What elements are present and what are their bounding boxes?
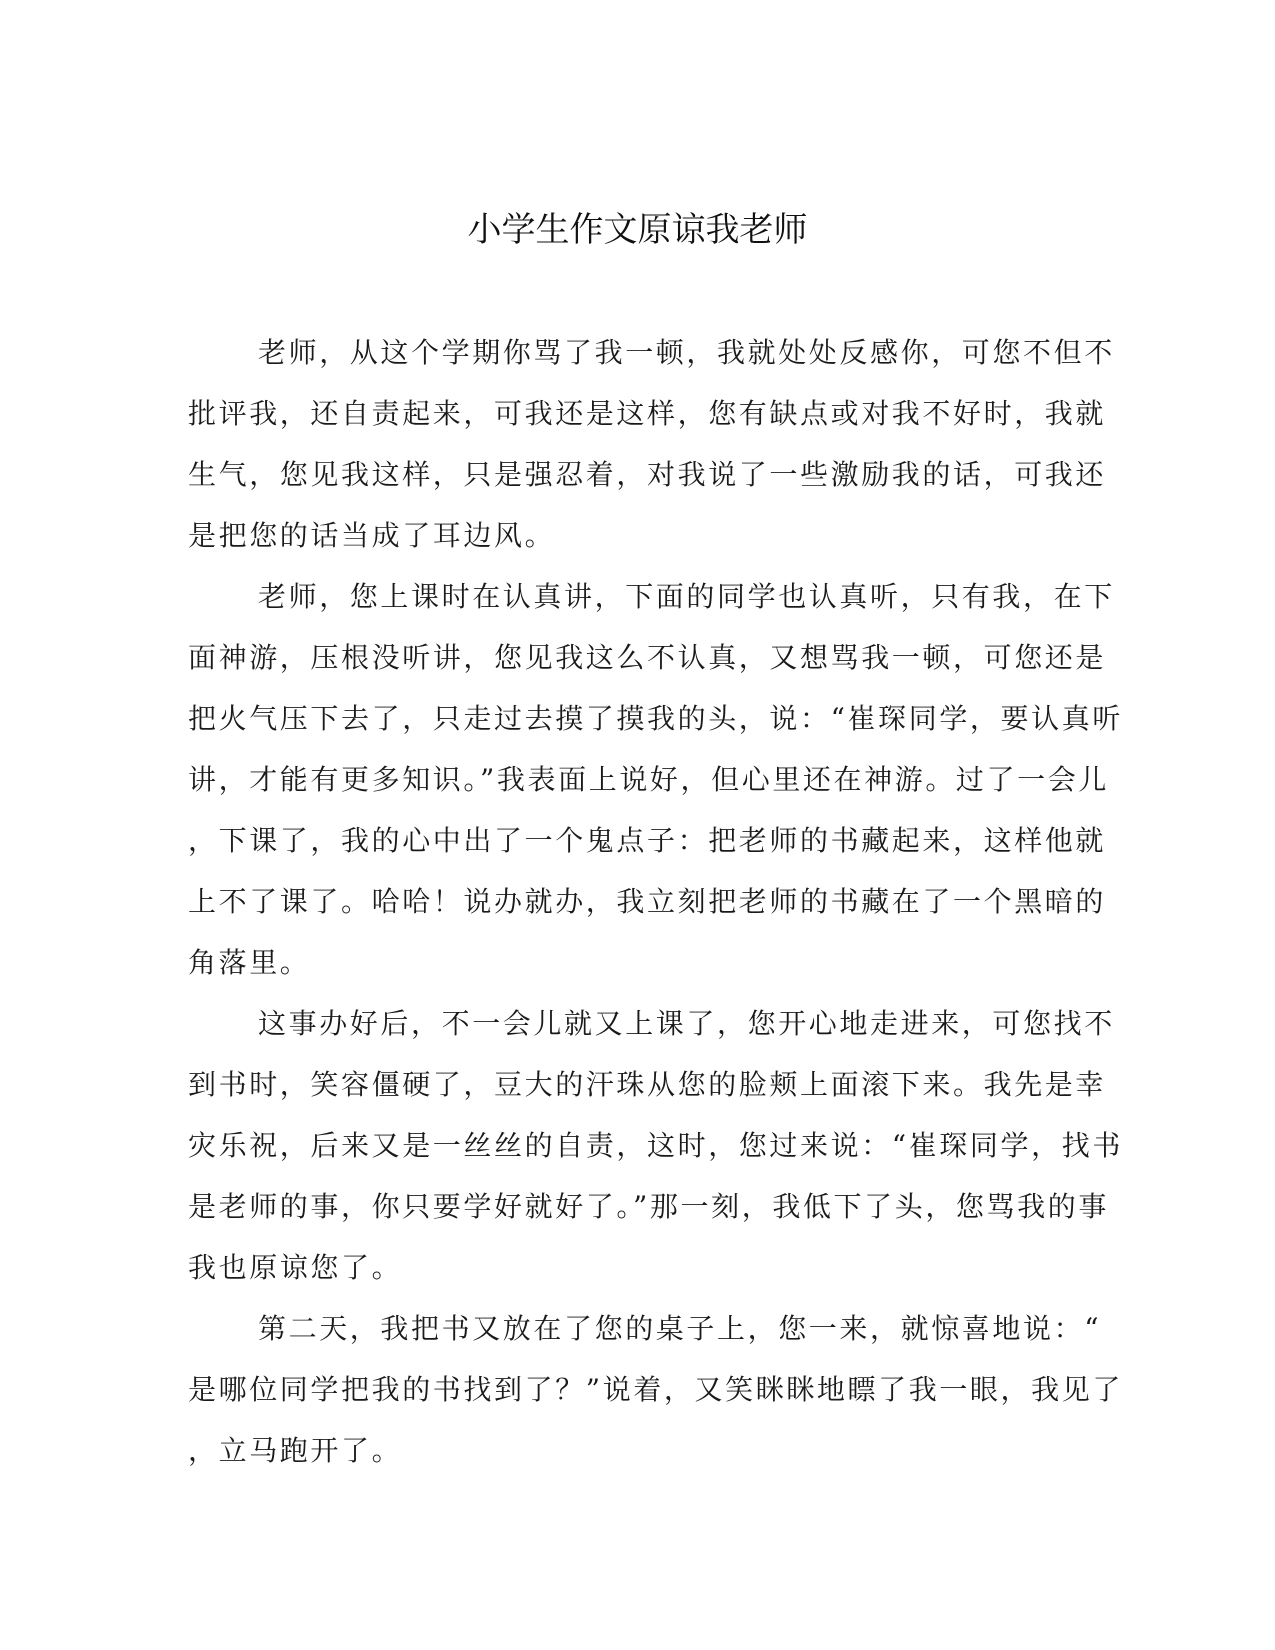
paragraph-2-line-2: 面神游，压根没听讲，您见我这么不认真，又想骂我一顿，可您还是	[188, 641, 1107, 674]
paragraph-4-line-3: ，立马跑开了。	[188, 1434, 403, 1467]
paragraph-1-line-3: 生气，您见我这样，只是强忍着，对我说了一些激励我的话，可我还	[188, 458, 1107, 491]
paragraph-3-line-5: 我也原谅您了。	[188, 1251, 403, 1284]
paragraph-2-line-6: 上不了课了。哈哈！说办就办，我立刻把老师的书藏在了一个黑暗的	[188, 885, 1107, 918]
paragraph-2-line-5: ，下课了，我的心中出了一个鬼点子：把老师的书藏起来，这样他就	[188, 824, 1107, 857]
paragraph-3-line-2: 到书时，笑容僵硬了，豆大的汗珠从您的脸颊上面滚下来。我先是幸	[188, 1068, 1107, 1101]
paragraph-2-line-4: 讲，才能有更多知识。”我表面上说好，但心里还在神游。过了一会儿	[188, 763, 1109, 796]
paragraph-4-line-2: 是哪位同学把我的书找到了？”说着，又笑眯眯地瞟了我一眼，我见了	[188, 1373, 1123, 1406]
paragraph-2-line-1: 老师，您上课时在认真讲，下面的同学也认真听，只有我，在下	[258, 580, 1115, 613]
paragraph-2-line-3: 把火气压下去了，只走过去摸了摸我的头，说：“崔琛同学，要认真听	[188, 702, 1123, 735]
paragraph-3-line-1: 这事办好后，不一会儿就又上课了，您开心地走进来，可您找不	[258, 1007, 1115, 1040]
paragraph-4-line-1: 第二天，我把书又放在了您的桌子上，您一来，就惊喜地说：“	[258, 1312, 1102, 1345]
paragraph-1-line-1: 老师，从这个学期你骂了我一顿，我就处处反感你，可您不但不	[258, 336, 1115, 369]
essay-body	[188, 322, 1123, 1481]
paragraph-1-line-4: 是把您的话当成了耳边风。	[188, 519, 556, 552]
document-title: 小学生作文原谅我老师	[467, 210, 808, 250]
paragraph-2-line-7: 角落里。	[188, 946, 311, 979]
paragraph-3-line-4: 是老师的事，你只要学好就好了。”那一刻，我低下了头，您骂我的事	[188, 1190, 1109, 1223]
paragraph-1-line-2: 批评我，还自责起来，可我还是这样，您有缺点或对我不好时，我就	[188, 397, 1107, 430]
paragraph-3-line-3: 灾乐祝，后来又是一丝丝的自责，这时，您过来说：“崔琛同学，找书	[188, 1129, 1123, 1162]
